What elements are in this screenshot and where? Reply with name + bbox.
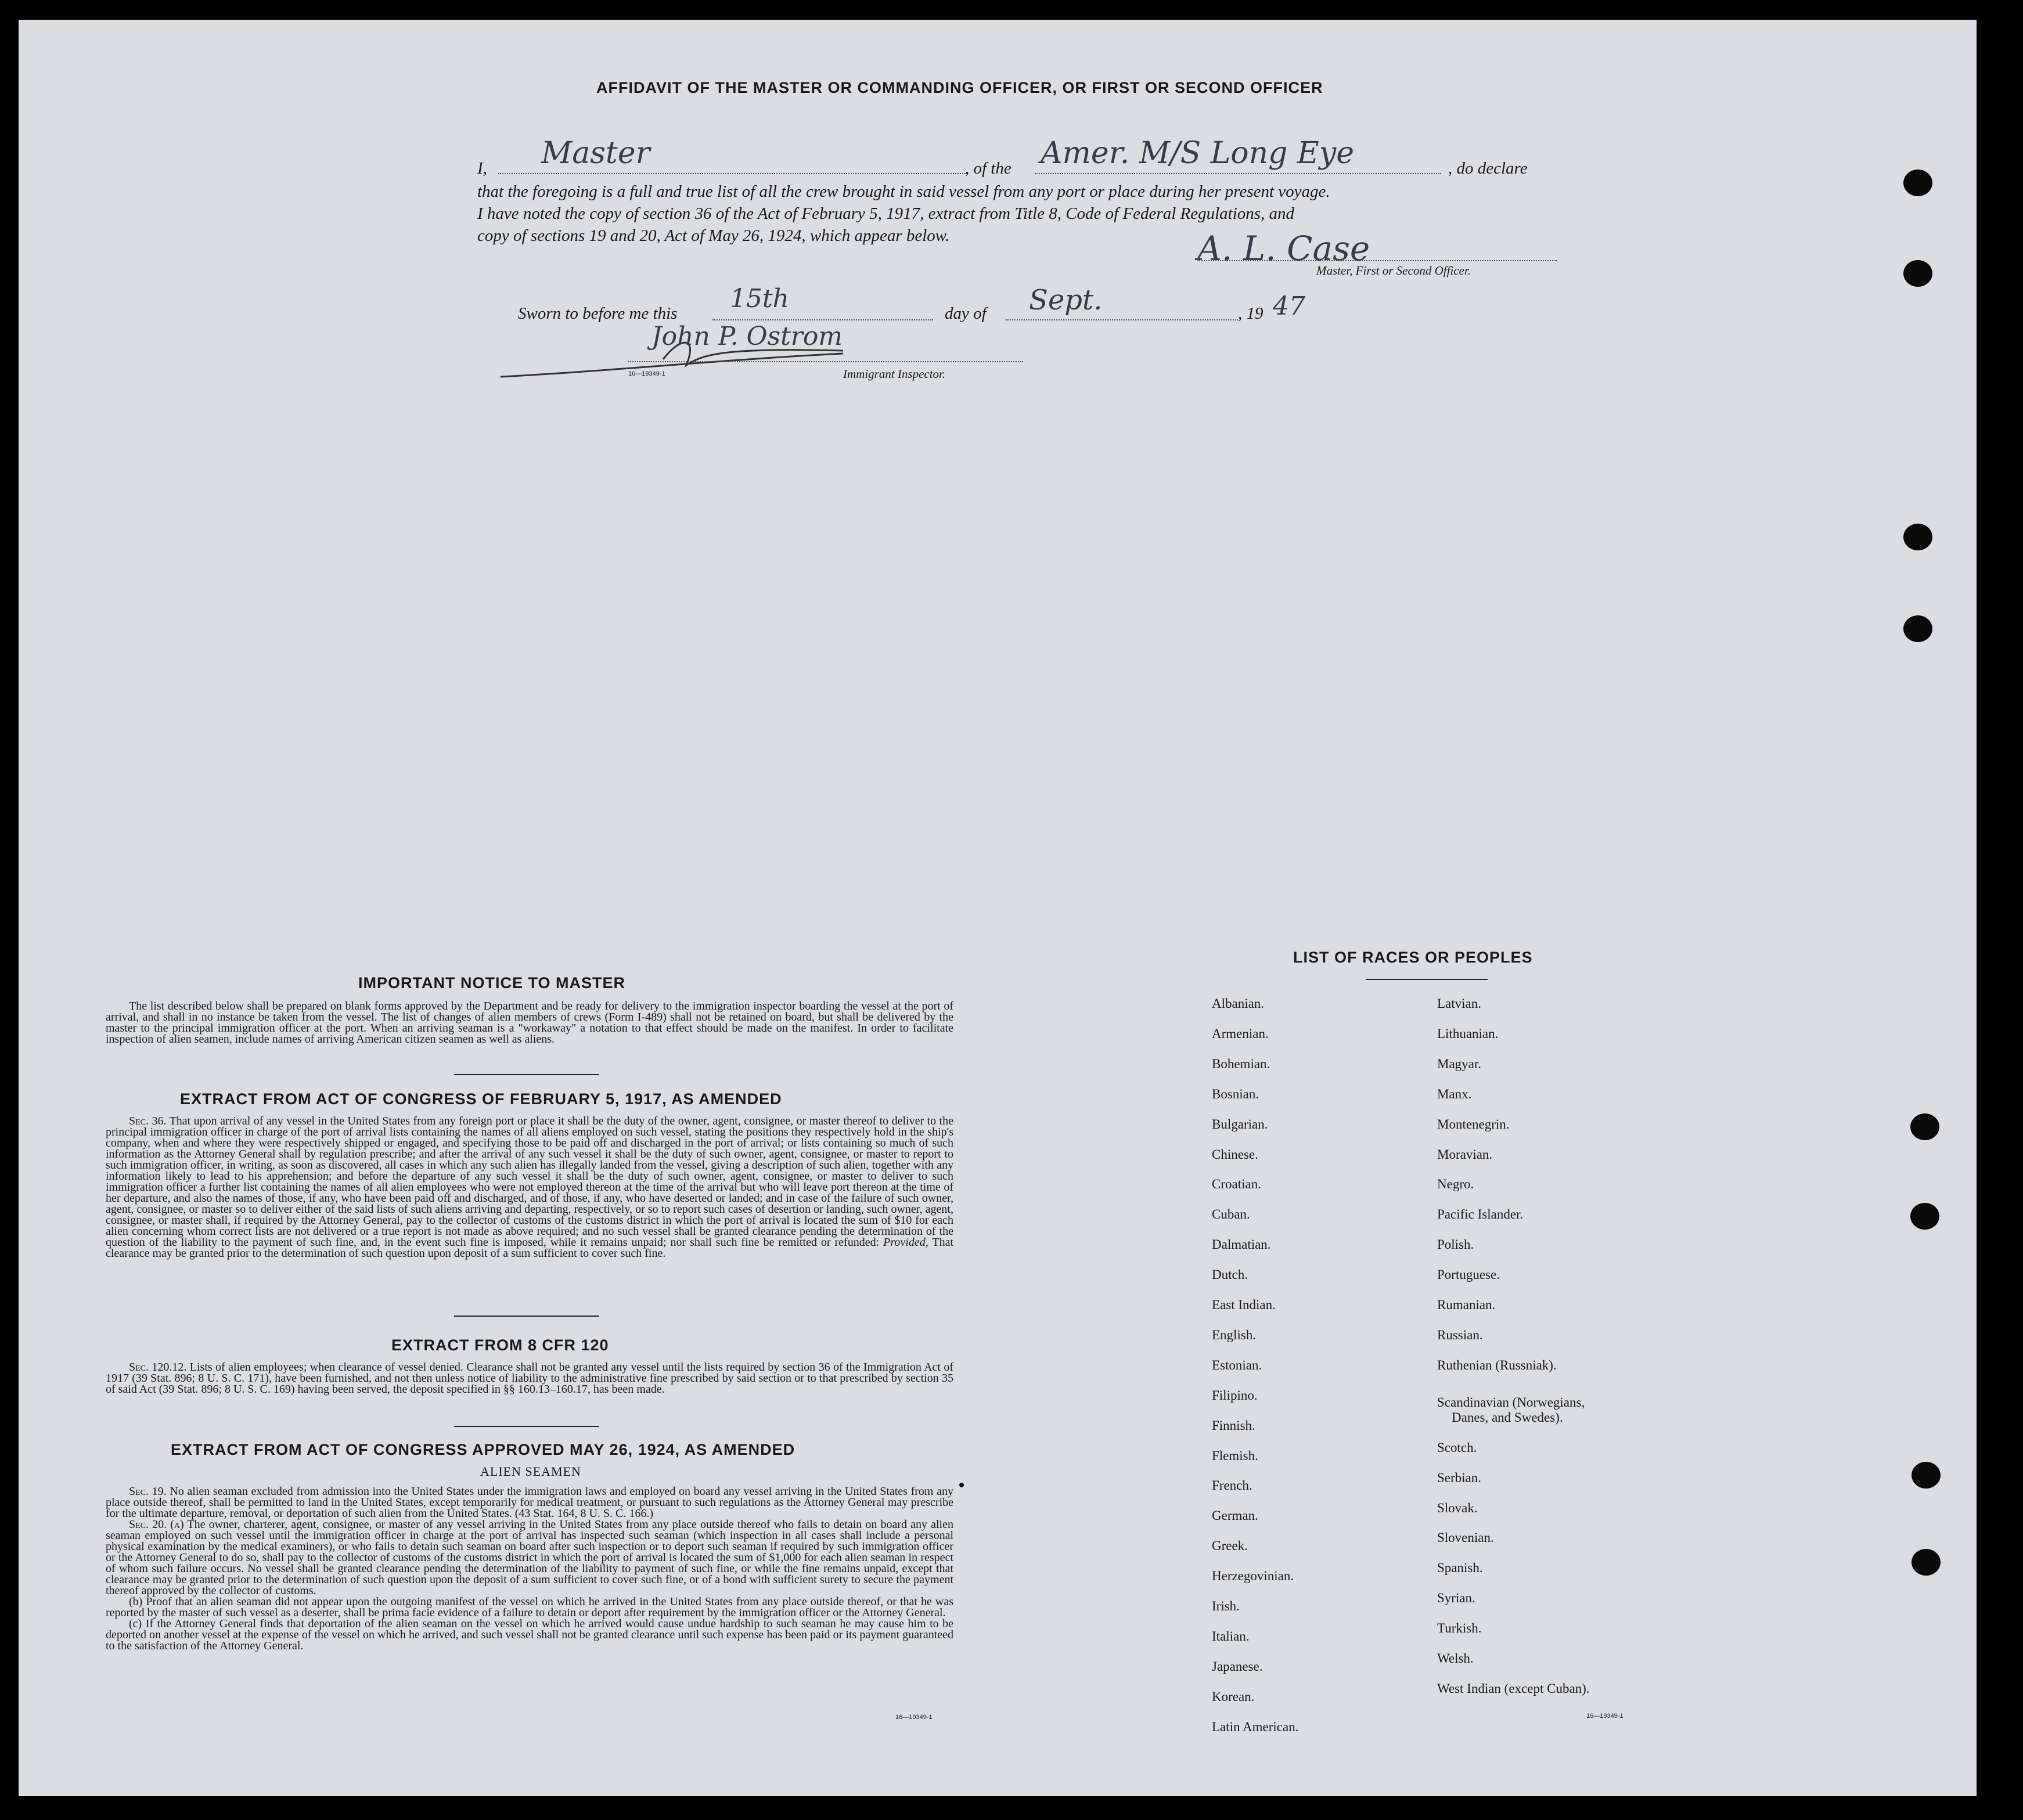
sec-20-label: Sec. 20. (a): [129, 1518, 184, 1531]
affidavit-line-4: copy of sections 19 and 20, Act of May 26, 1924, which appear below.: [477, 226, 950, 245]
race-item: Manx.: [1437, 1086, 1472, 1101]
extract-1917-body: [106, 1116, 953, 1259]
notice-body: [106, 1001, 953, 1045]
sec-20c-text: (c) If the Attorney General finds that deportation of the alien seaman on the vessel on which he arrived would cause undue hardship to such seaman he may cause him to be deported on another vessel at the expense of the vessel on which he arrived, and such vessel shall not be granted clearance until such expense has been paid or its payment guaranteed to the satisfaction of the Attorney General.: [106, 1617, 953, 1652]
sec-20a-text: The owner, charterer, agent, consignee, or master of any vessel arriving in the United States from any place outside thereof who fails to detain on board any alien seaman employed on such vessel until the immigration officer in charge at the port of arrival has inspected such seaman (which inspection in all cases shall include a personal physical examination by the medical examiners), or who fails to detain such seaman on board after such inspection or to deport such seaman if required by such immigration officer or the Attorney General to do so, shall pay to the collector of customs of the customs district in which the port of arrival is located the sum of $1,000 for each alien seaman in respect of whom such failure occurs. No vessel shall be granted clearance pending the determination of the liability to payment of such fine, or while the fine remains unpaid, except that clearance may be granted prior to the determination of such question upon the deposit of a sum sufficient to cover such fine, or of a bond with sufficient surety to secure the payment thereof approved by the collector of customs.: [106, 1518, 953, 1597]
sec-120-label: Sec. 120.12.: [129, 1361, 187, 1374]
race-item: Russian.: [1437, 1327, 1483, 1342]
sec-20b-text: (b) Proof that an alien seaman did not appear upon the outgoing manifest of the vessel on which he arrived in the United States from any place outside thereof, or that he was reported by the master of such vessel as a deserter, shall be prima facie evidence of a failure to detain or deport after requirement by the immigration officer or the Attorney General.: [106, 1595, 953, 1619]
master-caption: Master, First or Second Officer.: [1316, 264, 1471, 277]
divider: [454, 1426, 599, 1427]
inspector-line: [628, 361, 1023, 362]
form-page: [19, 20, 1977, 1796]
race-item: Spanish.: [1437, 1560, 1483, 1576]
vessel-line: [1035, 173, 1441, 174]
ink-dot: [959, 1483, 964, 1487]
race-item: German.: [1212, 1508, 1258, 1523]
race-item: Dutch.: [1212, 1267, 1248, 1282]
notice-title: IMPORTANT NOTICE TO MASTER: [358, 974, 625, 992]
race-item: Chinese.: [1212, 1147, 1258, 1162]
race-item: Cuban.: [1212, 1207, 1250, 1222]
race-item: Filipino.: [1212, 1387, 1258, 1403]
divider: [454, 1074, 599, 1075]
race-item: Scandinavian (Norwegians,: [1437, 1394, 1585, 1410]
sec-36-label: Sec. 36.: [129, 1115, 167, 1127]
race-item: Italian.: [1212, 1628, 1250, 1644]
provided-label: Provided,: [883, 1236, 928, 1249]
races-title: LIST OF RACES OR PEOPLES: [1293, 949, 1533, 966]
month-line: [1006, 319, 1238, 320]
race-item: Polish.: [1437, 1237, 1474, 1252]
race-item: Irish.: [1212, 1599, 1240, 1613]
race-item: Armenian.: [1212, 1026, 1269, 1041]
race-item: West Indian (except Cuban).: [1437, 1681, 1590, 1696]
race-item: Ruthenian (Russniak).: [1437, 1357, 1557, 1372]
year-prefix: , 19: [1238, 304, 1264, 323]
race-item: Bohemian.: [1212, 1056, 1270, 1071]
punch-hole: [1912, 1549, 1941, 1576]
race-item: Welsh.: [1437, 1651, 1474, 1666]
race-item: Rumanian.: [1437, 1298, 1496, 1312]
race-item: Latin American.: [1212, 1719, 1299, 1734]
race-item: Syrian.: [1437, 1591, 1475, 1606]
affidavit-line-3: I have noted the copy of section 36 of the Act of February 5, 1917, extract from Title 8, Code of Federal Regulations, and: [477, 204, 1295, 223]
form-code-right: 16—19349-1: [1586, 1713, 1624, 1720]
day-of-label: day of: [945, 304, 987, 323]
race-item: French.: [1212, 1478, 1252, 1493]
race-item: Dalmatian.: [1212, 1237, 1271, 1252]
sworn-label: Sworn to before me this: [518, 304, 678, 323]
race-item: Japanese.: [1212, 1659, 1263, 1674]
form-code-top: 16—19349-1: [628, 370, 665, 377]
race-item: Magyar.: [1437, 1056, 1482, 1071]
sec-19-label: Sec. 19.: [129, 1485, 167, 1498]
day-line: [712, 319, 933, 320]
punch-hole: [1910, 1113, 1939, 1140]
race-item: Slovenian.: [1437, 1530, 1494, 1545]
race-item: Albanian.: [1212, 996, 1265, 1011]
race-item: Danes, and Swedes).: [1452, 1410, 1563, 1425]
extract-8cfr-title: EXTRACT FROM 8 CFR 120: [391, 1336, 609, 1354]
punch-hole: [1903, 615, 1932, 642]
race-item: Portuguese.: [1437, 1267, 1500, 1282]
extract-1924-body: [106, 1486, 953, 1652]
race-item: Estonian.: [1212, 1357, 1262, 1372]
extract-8cfr-body: [106, 1362, 953, 1395]
race-item: Korean.: [1212, 1689, 1255, 1704]
extract-1924-title: EXTRACT FROM ACT OF CONGRESS APPROVED MAY 26, 1924, AS AMENDED: [171, 1441, 795, 1458]
race-item: Flemish.: [1212, 1448, 1258, 1463]
race-item: Herzegovinian.: [1212, 1569, 1294, 1584]
punch-hole: [1903, 260, 1932, 287]
master-signature: A. L. Case: [1197, 229, 1370, 268]
sec-36-text: That upon arrival of any vessel in the United States from any foreign port or place it shall be the duty of the owner, agent, consignee, or master thereof to deliver to the principal immigration officer in charge of the port of arrival lists containing the names of all aliens employed on such vessel, stating the positions they respectively hold in the ship's company, when and where they were respectively shipped or engaged, and specifying those to be paid off and discharged in the port of arrival; or lists containing so much of such information as the Attorney General shall by regulation prescribe; and after the arrival of any such vessel it shall be the duty of such owner, agent, consignee, or master to report to such immigration officer, in writing, as soon as discovered, all cases in which any such alien has illegally landed from the vessel, giving a description of such alien, together with any information likely to lead to his apprehension; and before the departure of any such vessel it shall be the duty of such owner, agent, consignee, or master to deliver to such immigration officer a further list containing the names of all alien employees who were not employed thereon at the time of the arrival but who will leave port thereon at the time of her departure, and also the names of those, if any, who have been paid off and discharged, and of those, if any, who have deserted or landed; and in case of the failure of such owner, agent, consignee, or master so to deliver either of the said lists of such aliens arriving and departing, respectively, or so to report such cases of desertion or landing, such owner, agent, consignee, or master shall, if required by the Attorney General, pay to the collector of customs of the customs district in which the port of arrival is located the sum of $10 for each alien concerning whom correct lists are not delivered or a true report is not made as above required; and no such vessel shall be granted clearance pending the determination of the question of the liability to the payment of such fine, and, in the event such fine is imposed, while it remains unpaid; nor shall such fine be remitted or refunded:: [106, 1115, 953, 1249]
punch-hole: [1903, 170, 1932, 196]
race-item: Montenegrin.: [1437, 1116, 1510, 1131]
month-handwritten: Sept.: [1029, 284, 1103, 316]
race-item: Negro.: [1437, 1177, 1474, 1192]
alien-seamen-subtitle: ALIEN SEAMEN: [480, 1464, 581, 1479]
race-item: Pacific Islander.: [1437, 1207, 1524, 1222]
sec-36-tail: That clearance may be granted prior to the determination of such question upon deposit of a sum sufficient to cover such fine.: [106, 1236, 954, 1260]
race-item: Scotch.: [1437, 1440, 1477, 1455]
divider: [1366, 979, 1488, 980]
year-handwritten: 47: [1273, 291, 1305, 321]
notice-paragraph: The list described below shall be prepared on blank forms approved by the Department and be ready for delivery to the immigration inspector boarding the vessel at the port of arrival, and shall in no instance be taken from the vessel. The list of changes of alien members of crews (Form I-489) shall not be retained on board, but shall be delivered by the master to the principal immigration officer at the port. When an arriving seaman is a "workaway" a notation to that effect should be made on the manifest. In order to facilitate inspection of alien seamen, include names of arriving American citizen seamen as well as aliens.: [106, 1000, 953, 1046]
affidavit-i: I,: [477, 159, 487, 178]
race-item: Lithuanian.: [1437, 1026, 1499, 1041]
vessel-name-handwritten: Amer. M/S Long Eye: [1041, 136, 1355, 171]
sec-19-text: No alien seaman excluded from admission into the United States under the immigration laws and employed on board any vessel arriving in the United States from any place outside thereof, shall be permitted to land in the United States, except temporarily for medical treatment, or pursuant to such regulations as the Attorney General may prescribe for the ultimate departure, removal, or deportation of such alien from the United States. (43 Stat. 164, 8 U. S. C. 166.): [106, 1485, 954, 1520]
race-item: Bosnian.: [1212, 1086, 1259, 1101]
name-line: [498, 173, 967, 174]
divider: [454, 1316, 599, 1317]
affidavit-title: AFFIDAVIT OF THE MASTER OR COMMANDING OFFICER, OR FIRST OR SECOND OFFICER: [596, 79, 1323, 96]
punch-hole: [1912, 1462, 1941, 1489]
race-item: English.: [1212, 1327, 1257, 1342]
race-item: East Indian.: [1212, 1298, 1276, 1312]
inspector-caption: Immigrant Inspector.: [843, 367, 946, 381]
sec-120-text: Lists of alien employees; when clearance of vessel denied. Clearance shall not be granted any vessel until the lists required by section 36 of the Immigration Act of 1917 (39 Stat. 896; 8 U. S. C. 171), have been furnished, and not then unless notice of liability to the administrative fine prescribed by said section or to that prescribed by section 35 of said Act (39 Stat. 896; 8 U. S. C. 169) having been served, the deposit specified in §§ 160.13–160.17, has been made.: [106, 1361, 954, 1396]
form-code-left: 16—19349-1: [895, 1714, 933, 1721]
punch-hole: [1903, 524, 1932, 550]
inspector-signature: John P. Ostrom: [651, 322, 843, 351]
race-item: Finnish.: [1212, 1418, 1255, 1433]
master-name-handwritten: Master: [541, 136, 650, 171]
of-the-label: , of the: [965, 159, 1012, 178]
race-item: Slovak.: [1437, 1500, 1478, 1515]
affidavit-line-2: that the foregoing is a full and true list of all the crew brought in said vessel from any port or place during her present voyage.: [477, 182, 1330, 201]
race-item: Greek.: [1212, 1538, 1248, 1554]
do-declare-label: , do declare: [1448, 159, 1528, 178]
race-item: Latvian.: [1437, 996, 1481, 1011]
race-item: Moravian.: [1437, 1147, 1493, 1162]
extract-1917-title: EXTRACT FROM ACT OF CONGRESS OF FEBRUARY 5, 1917, AS AMENDED: [180, 1090, 782, 1108]
race-item: Bulgarian.: [1212, 1116, 1268, 1131]
race-item: Serbian.: [1437, 1470, 1482, 1485]
race-item: Turkish.: [1437, 1621, 1482, 1636]
day-handwritten: 15th: [730, 284, 790, 313]
race-item: Croatian.: [1212, 1177, 1261, 1192]
punch-hole: [1910, 1203, 1939, 1230]
